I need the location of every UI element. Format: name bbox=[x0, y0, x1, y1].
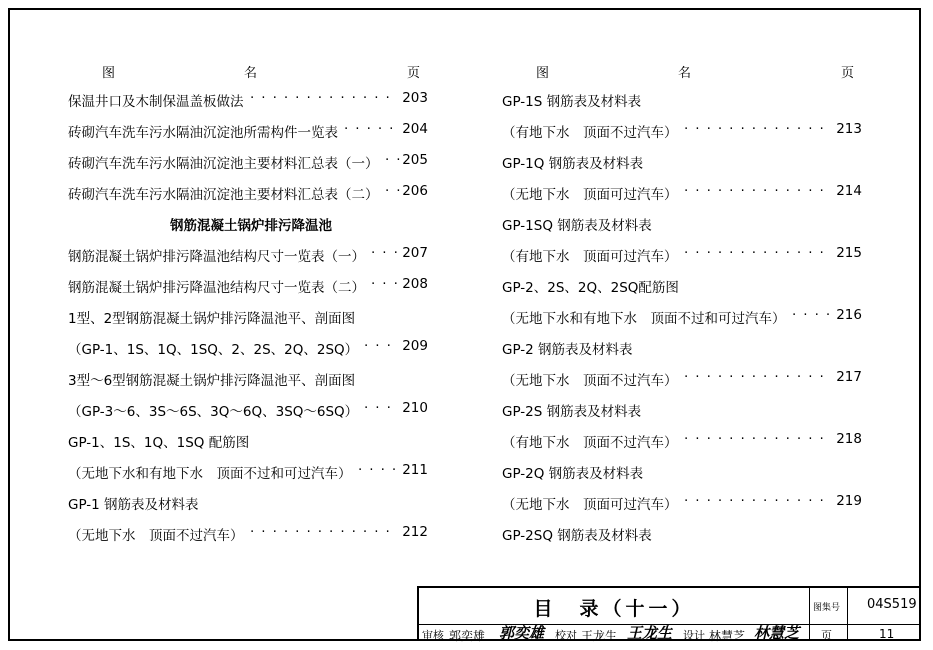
entry-page: 214 bbox=[836, 183, 862, 199]
toc-entry bbox=[502, 332, 862, 363]
toc-entry bbox=[502, 146, 862, 177]
toc-entry bbox=[68, 208, 428, 239]
entry-page: 217 bbox=[836, 369, 862, 385]
title-block bbox=[417, 586, 921, 641]
header-tu: 图 bbox=[536, 66, 550, 81]
entry-title: （有地下水 顶面不过汽车） bbox=[502, 435, 678, 451]
toc-entry bbox=[68, 518, 428, 549]
check-signature: 王龙生 bbox=[627, 624, 673, 642]
entry-page: 207 bbox=[402, 245, 428, 261]
entry-title: GP-2S 钢筋表及材料表 bbox=[502, 404, 642, 420]
toc-entry bbox=[68, 332, 428, 363]
toc-entry bbox=[502, 208, 862, 239]
toc-entry bbox=[502, 301, 862, 332]
leader-dots: ············· bbox=[684, 493, 831, 509]
leader-dots: ············· bbox=[684, 245, 831, 261]
toc-entry bbox=[502, 177, 862, 208]
toc-entry bbox=[68, 425, 428, 456]
check-label: 校对 bbox=[555, 629, 577, 642]
entry-title: GP-1 钢筋表及材料表 bbox=[68, 497, 199, 513]
header-tu: 图 bbox=[102, 66, 116, 81]
entry-title: GP-2、2S、2Q、2SQ配筋图 bbox=[502, 280, 679, 296]
entry-page: 216 bbox=[836, 307, 862, 323]
entry-title: （无地下水 顶面可过汽车） bbox=[502, 497, 678, 513]
review-label: 审核 bbox=[422, 629, 444, 642]
toc-entry bbox=[502, 518, 862, 549]
entry-title: 砖砌汽车洗车污水隔油沉淀池所需构件一览表 bbox=[68, 125, 338, 141]
entry-page: 203 bbox=[402, 90, 428, 106]
toc-entry bbox=[68, 239, 428, 270]
entry-title: （GP-3～6、3S～6S、3Q～6Q、3SQ～6SQ） bbox=[68, 404, 359, 420]
review-name: 郭奕雄 bbox=[449, 629, 486, 643]
entry-title: （有地下水 顶面可过汽车） bbox=[502, 249, 678, 265]
design-name: 林慧芝 bbox=[709, 629, 746, 643]
toc-entry bbox=[502, 487, 862, 518]
entry-page: 211 bbox=[402, 462, 428, 478]
entry-title: （无地下水 顶面不过汽车） bbox=[502, 373, 678, 389]
entry-title: （无地下水和有地下水 顶面不过和可过汽车） bbox=[502, 311, 786, 327]
entry-page: 215 bbox=[836, 245, 862, 261]
leader-dots: ····· bbox=[344, 121, 401, 137]
section-heading: 钢筋混凝土锅炉排污降温池 bbox=[170, 218, 332, 234]
entry-title: （无地下水和有地下水 顶面不过和可过汽车） bbox=[68, 466, 352, 482]
entry-page: 218 bbox=[836, 431, 862, 447]
entry-title: GP-1Q 钢筋表及材料表 bbox=[502, 156, 644, 172]
entry-title: GP-1SQ 钢筋表及材料表 bbox=[502, 218, 652, 234]
toc-entry bbox=[502, 239, 862, 270]
toc-entry bbox=[68, 301, 428, 332]
entry-title: 保温井口及木制保温盖板做法 bbox=[68, 94, 244, 110]
page-number: 11 bbox=[879, 627, 895, 641]
entry-title: 3型～6型钢筋混凝土锅炉排污降温池平、剖面图 bbox=[68, 373, 356, 389]
leader-dots: ··· bbox=[364, 400, 398, 416]
entry-title: 1型、2型钢筋混凝土锅炉排污降温池平、剖面图 bbox=[68, 311, 356, 327]
entry-page: 213 bbox=[836, 121, 862, 137]
leader-dots: ·· bbox=[385, 152, 408, 168]
atlas-number: 04S519 bbox=[867, 597, 917, 612]
leader-dots: ··· bbox=[371, 245, 405, 261]
entry-title: （有地下水 顶面不过汽车） bbox=[502, 125, 678, 141]
entry-page: 205 bbox=[402, 152, 428, 168]
leader-dots: ··· bbox=[371, 276, 405, 292]
toc-entry bbox=[68, 456, 428, 487]
toc-entry bbox=[68, 363, 428, 394]
toc-entry bbox=[502, 115, 862, 146]
leader-dots: ············· bbox=[684, 183, 831, 199]
leader-dots: ············· bbox=[684, 369, 831, 385]
leader-dots: ···· bbox=[792, 307, 838, 323]
toc-entry bbox=[502, 394, 862, 425]
leader-dots: ············· bbox=[250, 90, 397, 106]
entry-title: GP-2SQ 钢筋表及材料表 bbox=[502, 528, 652, 544]
atlas-label: 图集号 bbox=[813, 603, 841, 613]
design-signature: 林慧芝 bbox=[754, 624, 800, 642]
entry-title: （无地下水 顶面不过汽车） bbox=[68, 528, 244, 544]
toc-header bbox=[502, 62, 862, 84]
header-ye: 页 bbox=[406, 66, 420, 81]
entry-page: 208 bbox=[402, 276, 428, 292]
entry-title: 砖砌汽车洗车污水隔油沉淀池主要材料汇总表（二） bbox=[68, 187, 379, 203]
leader-dots: ············· bbox=[684, 121, 831, 137]
toc-right-column bbox=[502, 62, 862, 549]
entry-page: 204 bbox=[402, 121, 428, 137]
toc-entry bbox=[502, 84, 862, 115]
toc-entry bbox=[502, 456, 862, 487]
leader-dots: ··· bbox=[364, 338, 398, 354]
toc-entry bbox=[68, 146, 428, 177]
toc-entry bbox=[502, 270, 862, 301]
drawing-title: 目 录（十一） bbox=[533, 598, 695, 620]
entry-title: （无地下水 顶面可过汽车） bbox=[502, 187, 678, 203]
review-signature: 郭奕雄 bbox=[499, 624, 545, 642]
toc-entry bbox=[68, 394, 428, 425]
entry-title: GP-1S 钢筋表及材料表 bbox=[502, 94, 642, 110]
entry-page: 219 bbox=[836, 493, 862, 509]
header-ming: 名 bbox=[678, 66, 692, 81]
entry-title: 钢筋混凝土锅炉排污降温池结构尺寸一览表（二） bbox=[68, 280, 365, 296]
leader-dots: ············· bbox=[684, 431, 831, 447]
entry-page: 212 bbox=[402, 524, 428, 540]
entry-title: GP-1、1S、1Q、1SQ 配筋图 bbox=[68, 435, 250, 451]
entry-title: GP-2Q 钢筋表及材料表 bbox=[502, 466, 644, 482]
toc-entry bbox=[502, 363, 862, 394]
entry-page: 206 bbox=[402, 183, 428, 199]
leader-dots: ·· bbox=[385, 183, 408, 199]
leader-dots: ············· bbox=[250, 524, 397, 540]
check-name: 王龙生 bbox=[581, 629, 618, 643]
design-label: 设计 bbox=[683, 629, 705, 642]
header-ye: 页 bbox=[840, 66, 854, 81]
toc-entry bbox=[502, 425, 862, 456]
toc-entry bbox=[68, 84, 428, 115]
toc-entry bbox=[68, 115, 428, 146]
entry-page: 209 bbox=[402, 338, 428, 354]
toc-entry bbox=[68, 177, 428, 208]
toc-header bbox=[68, 62, 428, 84]
entry-title: 钢筋混凝土锅炉排污降温池结构尺寸一览表（一） bbox=[68, 249, 365, 265]
entry-page: 210 bbox=[402, 400, 428, 416]
entry-title: （GP-1、1S、1Q、1SQ、2、2S、2Q、2SQ） bbox=[68, 342, 359, 358]
toc-entry bbox=[68, 270, 428, 301]
header-ming: 名 bbox=[244, 66, 258, 81]
entry-title: 砖砌汽车洗车污水隔油沉淀池主要材料汇总表（一） bbox=[68, 156, 379, 172]
leader-dots: ···· bbox=[358, 462, 404, 478]
toc-entry bbox=[68, 487, 428, 518]
entry-title: GP-2 钢筋表及材料表 bbox=[502, 342, 633, 358]
page-label: 页 bbox=[821, 629, 832, 642]
toc-left-column bbox=[68, 62, 428, 549]
